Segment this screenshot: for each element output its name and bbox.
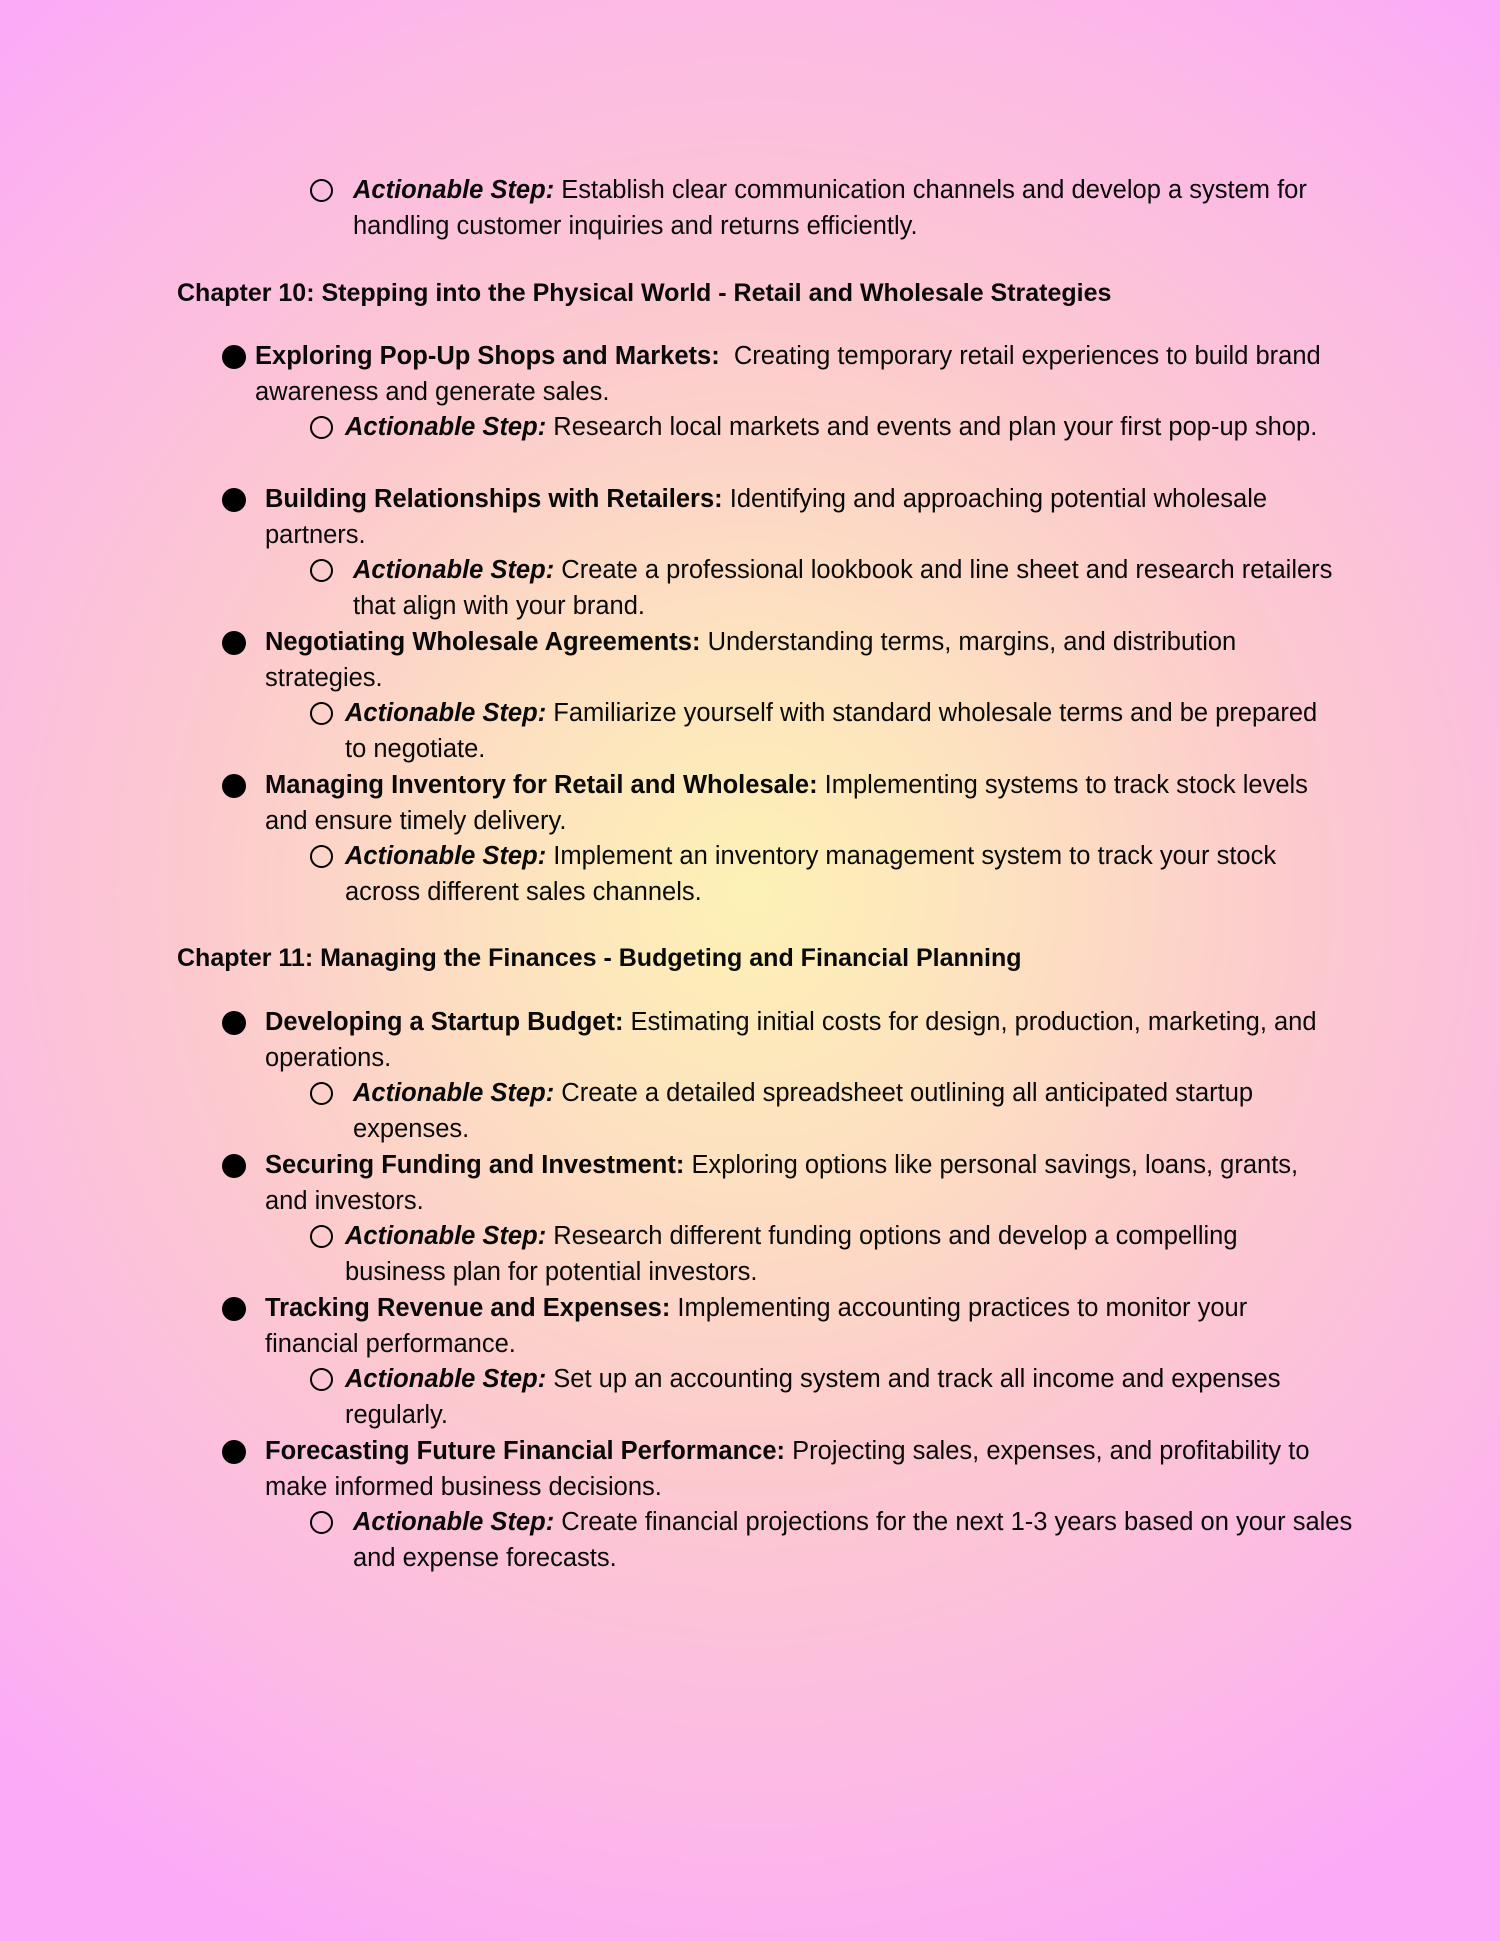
actionable-step (345, 1218, 1345, 1290)
filled-circle-bullet-icon (222, 1154, 246, 1178)
actionable-step (353, 552, 1353, 624)
filled-circle-bullet-icon (222, 774, 246, 798)
actionable-step (353, 1075, 1353, 1147)
item-title: Exploring Pop-Up Shops and Markets: (255, 342, 720, 370)
actionable-step-label: Actionable Step: (345, 413, 547, 441)
hollow-circle-bullet-icon (310, 1511, 333, 1534)
actionable-step-text: Establish clear communication channels and develop a system for handling customer inquiries and returns efficiently. (353, 176, 1307, 240)
filled-circle-bullet-icon (222, 345, 246, 369)
item-text: Understanding terms, margins, and distribution strategies. (265, 628, 1237, 692)
chapter-heading: Chapter 10: Stepping into the Physical World - Retail and Wholesale Strategies (177, 279, 1112, 307)
hollow-circle-bullet-icon (310, 179, 333, 202)
item-title: Developing a Startup Budget: (265, 1008, 624, 1036)
actionable-step (345, 695, 1345, 767)
hollow-circle-bullet-icon (310, 702, 333, 725)
item-title: Forecasting Future Financial Performance: (265, 1437, 786, 1465)
actionable-step-label: Actionable Step: (353, 1079, 555, 1107)
item-title: Managing Inventory for Retail and Wholesale: (265, 771, 818, 799)
actionable-step (345, 409, 1345, 445)
item-text: Implementing systems to track stock levels and ensure timely delivery. (265, 771, 1308, 835)
hollow-circle-bullet-icon (310, 1368, 333, 1391)
hollow-circle-bullet-icon (310, 1225, 333, 1248)
actionable-step-label: Actionable Step: (345, 1222, 547, 1250)
actionable-step-label: Actionable Step: (353, 1508, 555, 1536)
actionable-step (345, 838, 1345, 910)
actionable-step (345, 1361, 1345, 1433)
item-text: Projecting sales, expenses, and profitability to make informed business decisions. (265, 1437, 1310, 1501)
actionable-step-label: Actionable Step: (345, 699, 547, 727)
actionable-step-label: Actionable Step: (353, 176, 555, 204)
actionable-step-text: Research local markets and events and plan your first pop-up shop. (553, 413, 1318, 441)
list-item (265, 481, 1345, 553)
chapter-heading: Chapter 11: Managing the Finances - Budgeting and Financial Planning (177, 944, 1022, 972)
item-text: Identifying and approaching potential wholesale partners. (265, 485, 1268, 549)
hollow-circle-bullet-icon (310, 1082, 333, 1105)
list-item (265, 1433, 1345, 1505)
actionable-step-text: Research different funding options and develop a compelling business plan for potential investors. (345, 1222, 1238, 1286)
item-title: Tracking Revenue and Expenses: (265, 1294, 671, 1322)
actionable-step-text: Implement an inventory management system to track your stock across different sales channels. (345, 842, 1277, 906)
item-title: Securing Funding and Investment: (265, 1151, 685, 1179)
filled-circle-bullet-icon (222, 1011, 246, 1035)
actionable-step-text: Create a detailed spreadsheet outlining all anticipated startup expenses. (353, 1079, 1254, 1143)
hollow-circle-bullet-icon (310, 559, 333, 582)
hollow-circle-bullet-icon (310, 845, 333, 868)
filled-circle-bullet-icon (222, 631, 246, 655)
filled-circle-bullet-icon (222, 1440, 246, 1464)
list-item (265, 1290, 1345, 1362)
hollow-circle-bullet-icon (310, 416, 333, 439)
actionable-step (353, 1504, 1353, 1576)
item-text: Exploring options like personal savings, loans, grants, and investors. (265, 1151, 1299, 1215)
actionable-step (353, 172, 1353, 244)
actionable-step-label: Actionable Step: (345, 1365, 547, 1393)
list-item (255, 338, 1335, 410)
item-text: Estimating initial costs for design, production, marketing, and operations. (265, 1008, 1317, 1072)
item-text: Creating temporary retail experiences to build brand awareness and generate sales. (255, 342, 1321, 406)
list-item (265, 1004, 1345, 1076)
list-item (265, 1147, 1345, 1219)
filled-circle-bullet-icon (222, 1297, 246, 1321)
item-text: Implementing accounting practices to monitor your financial performance. (265, 1294, 1248, 1358)
actionable-step-text: Create financial projections for the next 1-3 years based on your sales and expense forecasts. (353, 1508, 1353, 1572)
actionable-step-label: Actionable Step: (353, 556, 555, 584)
item-title: Negotiating Wholesale Agreements: (265, 628, 701, 656)
actionable-step-text: Set up an accounting system and track all income and expenses regularly. (345, 1365, 1281, 1429)
item-title: Building Relationships with Retailers: (265, 485, 723, 513)
filled-circle-bullet-icon (222, 488, 246, 512)
list-item (265, 624, 1345, 696)
list-item (265, 767, 1345, 839)
actionable-step-label: Actionable Step: (345, 842, 547, 870)
actionable-step-text: Create a professional lookbook and line sheet and research retailers that align with your brand. (353, 556, 1333, 620)
actionable-step-text: Familiarize yourself with standard wholesale terms and be prepared to negotiate. (345, 699, 1318, 763)
